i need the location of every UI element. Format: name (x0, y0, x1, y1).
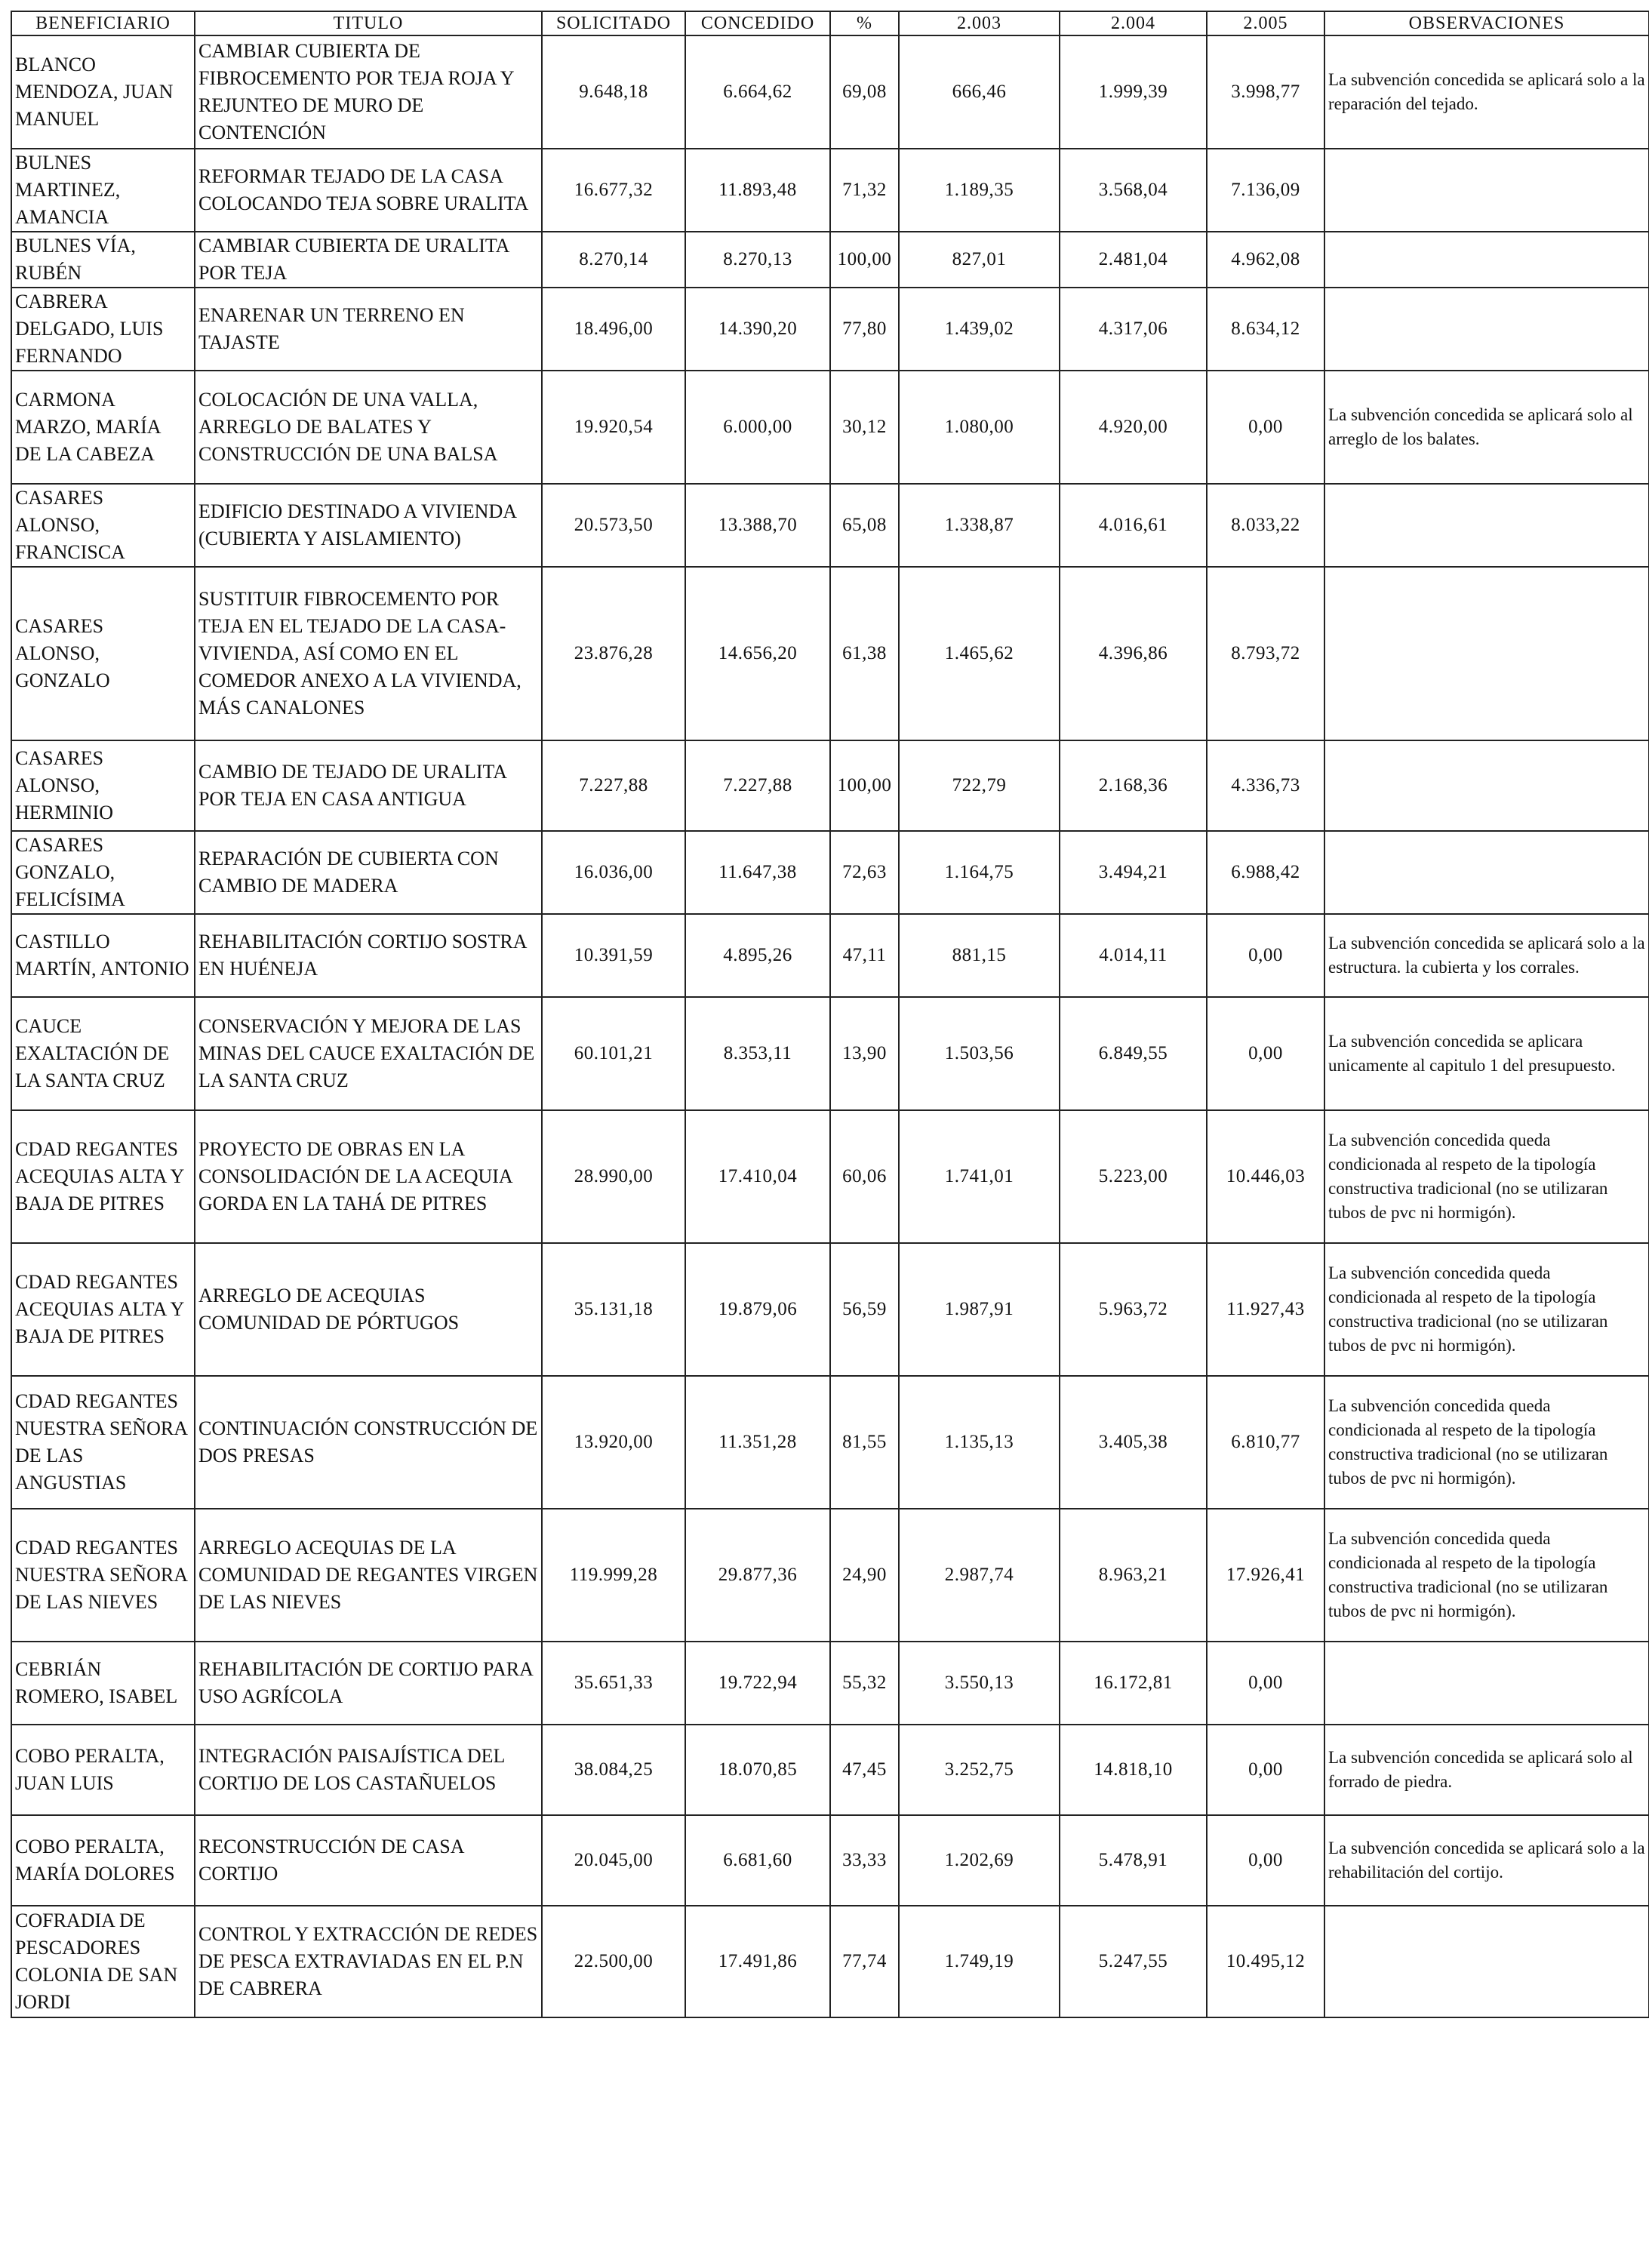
header-beneficiario: BENEFICIARIO (11, 11, 195, 35)
cell-solicitado: 60.101,21 (542, 997, 685, 1110)
cell-concedido: 11.893,48 (685, 149, 830, 232)
cell-concedido: 18.070,85 (685, 1725, 830, 1815)
cell-titulo: ENARENAR UN TERRENO EN TAJASTE (195, 288, 542, 371)
header-2004: 2.004 (1060, 11, 1207, 35)
table-row (11, 914, 1649, 997)
cell-2003: 827,01 (899, 232, 1060, 288)
table-row (11, 484, 1649, 567)
cell-percent: 71,32 (830, 149, 899, 232)
cell-titulo: CONTROL Y EXTRACCIÓN DE REDES DE PESCA EXTRAVIADAS EN EL P.N DE CABRERA (195, 1906, 542, 2017)
cell-percent: 77,80 (830, 288, 899, 371)
cell-2004: 2.481,04 (1060, 232, 1207, 288)
header-2003: 2.003 (899, 11, 1060, 35)
table-row (11, 1243, 1649, 1376)
cell-percent: 56,59 (830, 1243, 899, 1376)
cell-concedido: 29.877,36 (685, 1509, 830, 1642)
cell-2005: 4.336,73 (1207, 740, 1324, 831)
cell-2003: 1.749,19 (899, 1906, 1060, 2017)
header-row (11, 11, 1649, 35)
cell-observaciones: La subvención concedida queda condicionada al respeto de la tipología constructiva tradicional (no se utilizaran tubos de pvc ni hormigón). (1324, 1376, 1649, 1509)
cell-observaciones (1324, 232, 1649, 288)
cell-percent: 77,74 (830, 1906, 899, 2017)
cell-observaciones: La subvención concedida queda condicionada al respeto de la tipología constructiva tradicional (no se utilizaran tubos de pvc ni hormigón). (1324, 1509, 1649, 1642)
cell-2005: 6.988,42 (1207, 831, 1324, 914)
cell-beneficiario: CABRERA DELGADO, LUIS FERNANDO (11, 288, 195, 371)
table-row (11, 149, 1649, 232)
cell-percent: 47,45 (830, 1725, 899, 1815)
cell-beneficiario: CDAD REGANTES NUESTRA SEÑORA DE LAS ANGUSTIAS (11, 1376, 195, 1509)
cell-titulo: CONTINUACIÓN CONSTRUCCIÓN DE DOS PRESAS (195, 1376, 542, 1509)
cell-solicitado: 10.391,59 (542, 914, 685, 997)
cell-percent: 24,90 (830, 1509, 899, 1642)
cell-observaciones (1324, 567, 1649, 740)
cell-percent: 13,90 (830, 997, 899, 1110)
cell-concedido: 17.410,04 (685, 1110, 830, 1243)
cell-2004: 4.016,61 (1060, 484, 1207, 567)
table-row (11, 371, 1649, 484)
cell-titulo: REHABILITACIÓN CORTIJO SOSTRA EN HUÉNEJA (195, 914, 542, 997)
cell-concedido: 11.351,28 (685, 1376, 830, 1509)
cell-beneficiario: BLANCO MENDOZA, JUAN MANUEL (11, 35, 195, 149)
cell-titulo: REFORMAR TEJADO DE LA CASA COLOCANDO TEJA SOBRE URALITA (195, 149, 542, 232)
table-row (11, 997, 1649, 1110)
cell-concedido: 19.722,94 (685, 1642, 830, 1725)
header-concedido: CONCEDIDO (685, 11, 830, 35)
cell-concedido: 8.270,13 (685, 232, 830, 288)
cell-beneficiario: CARMONA MARZO, MARÍA DE LA CABEZA (11, 371, 195, 484)
cell-2005: 10.446,03 (1207, 1110, 1324, 1243)
cell-2004: 4.920,00 (1060, 371, 1207, 484)
table-row (11, 1725, 1649, 1815)
cell-observaciones: La subvención concedida se aplicará solo al arreglo de los balates. (1324, 371, 1649, 484)
cell-2005: 7.136,09 (1207, 149, 1324, 232)
cell-2004: 5.963,72 (1060, 1243, 1207, 1376)
cell-observaciones (1324, 1906, 1649, 2017)
cell-percent: 81,55 (830, 1376, 899, 1509)
cell-beneficiario: BULNES MARTINEZ, AMANCIA (11, 149, 195, 232)
table-row (11, 232, 1649, 288)
cell-2003: 1.202,69 (899, 1815, 1060, 1906)
cell-2005: 0,00 (1207, 1642, 1324, 1725)
cell-2005: 0,00 (1207, 371, 1324, 484)
cell-titulo: CAMBIAR CUBIERTA DE URALITA POR TEJA (195, 232, 542, 288)
header-2005: 2.005 (1207, 11, 1324, 35)
cell-concedido: 14.656,20 (685, 567, 830, 740)
cell-2003: 2.987,74 (899, 1509, 1060, 1642)
cell-observaciones: La subvención concedida queda condicionada al respeto de la tipología constructiva tradicional (no se utilizaran tubos de pvc ni hormigón). (1324, 1243, 1649, 1376)
table-row (11, 740, 1649, 831)
cell-concedido: 8.353,11 (685, 997, 830, 1110)
cell-percent: 65,08 (830, 484, 899, 567)
cell-solicitado: 8.270,14 (542, 232, 685, 288)
cell-2004: 3.494,21 (1060, 831, 1207, 914)
cell-beneficiario: CASARES ALONSO, HERMINIO (11, 740, 195, 831)
cell-2004: 4.396,86 (1060, 567, 1207, 740)
cell-solicitado: 35.131,18 (542, 1243, 685, 1376)
cell-observaciones (1324, 740, 1649, 831)
cell-solicitado: 18.496,00 (542, 288, 685, 371)
cell-2004: 6.849,55 (1060, 997, 1207, 1110)
cell-titulo: INTEGRACIÓN PAISAJÍSTICA DEL CORTIJO DE LOS CASTAÑUELOS (195, 1725, 542, 1815)
cell-concedido: 6.664,62 (685, 35, 830, 149)
cell-percent: 47,11 (830, 914, 899, 997)
cell-2003: 3.550,13 (899, 1642, 1060, 1725)
cell-2003: 1.465,62 (899, 567, 1060, 740)
cell-solicitado: 9.648,18 (542, 35, 685, 149)
cell-2004: 1.999,39 (1060, 35, 1207, 149)
cell-2005: 0,00 (1207, 997, 1324, 1110)
cell-percent: 100,00 (830, 232, 899, 288)
cell-beneficiario: CAUCE EXALTACIÓN DE LA SANTA CRUZ (11, 997, 195, 1110)
cell-beneficiario: BULNES VÍA, RUBÉN (11, 232, 195, 288)
cell-2004: 3.568,04 (1060, 149, 1207, 232)
cell-2004: 4.317,06 (1060, 288, 1207, 371)
cell-solicitado: 23.876,28 (542, 567, 685, 740)
cell-2005: 8.033,22 (1207, 484, 1324, 567)
cell-beneficiario: CDAD REGANTES NUESTRA SEÑORA DE LAS NIEVES (11, 1509, 195, 1642)
cell-2004: 5.247,55 (1060, 1906, 1207, 2017)
cell-beneficiario: CEBRIÁN ROMERO, ISABEL (11, 1642, 195, 1725)
cell-solicitado: 16.036,00 (542, 831, 685, 914)
subsidy-table (11, 11, 1649, 2018)
cell-observaciones: La subvención concedida se aplicará solo a la rehabilitación del cortijo. (1324, 1815, 1649, 1906)
cell-percent: 69,08 (830, 35, 899, 149)
cell-beneficiario: COFRADIA DE PESCADORES COLONIA DE SAN JORDI (11, 1906, 195, 2017)
header-observaciones: OBSERVACIONES (1324, 11, 1649, 35)
cell-2003: 1.080,00 (899, 371, 1060, 484)
cell-beneficiario: COBO PERALTA, JUAN LUIS (11, 1725, 195, 1815)
cell-2005: 8.793,72 (1207, 567, 1324, 740)
cell-concedido: 6.681,60 (685, 1815, 830, 1906)
cell-solicitado: 19.920,54 (542, 371, 685, 484)
cell-percent: 55,32 (830, 1642, 899, 1725)
cell-2005: 0,00 (1207, 1725, 1324, 1815)
cell-concedido: 13.388,70 (685, 484, 830, 567)
cell-observaciones: La subvención concedida se aplicará solo a la reparación del tejado. (1324, 35, 1649, 149)
cell-titulo: REHABILITACIÓN DE CORTIJO PARA USO AGRÍCOLA (195, 1642, 542, 1725)
cell-2004: 4.014,11 (1060, 914, 1207, 997)
cell-2005: 4.962,08 (1207, 232, 1324, 288)
cell-solicitado: 38.084,25 (542, 1725, 685, 1815)
cell-2005: 8.634,12 (1207, 288, 1324, 371)
cell-solicitado: 22.500,00 (542, 1906, 685, 2017)
cell-titulo: CONSERVACIÓN Y MEJORA DE LAS MINAS DEL CAUCE EXALTACIÓN DE LA SANTA CRUZ (195, 997, 542, 1110)
cell-titulo: PROYECTO DE OBRAS EN LA CONSOLIDACIÓN DE LA ACEQUIA GORDA EN LA TAHÁ DE PITRES (195, 1110, 542, 1243)
cell-solicitado: 119.999,28 (542, 1509, 685, 1642)
cell-2004: 14.818,10 (1060, 1725, 1207, 1815)
cell-2004: 8.963,21 (1060, 1509, 1207, 1642)
cell-observaciones (1324, 831, 1649, 914)
cell-beneficiario: CASARES ALONSO, FRANCISCA (11, 484, 195, 567)
document-page (11, 11, 1648, 2018)
cell-observaciones (1324, 484, 1649, 567)
cell-concedido: 4.895,26 (685, 914, 830, 997)
cell-percent: 100,00 (830, 740, 899, 831)
cell-2004: 3.405,38 (1060, 1376, 1207, 1509)
table-row (11, 1815, 1649, 1906)
cell-2005: 11.927,43 (1207, 1243, 1324, 1376)
cell-concedido: 6.000,00 (685, 371, 830, 484)
cell-2003: 1.189,35 (899, 149, 1060, 232)
cell-observaciones (1324, 288, 1649, 371)
cell-2005: 10.495,12 (1207, 1906, 1324, 2017)
cell-titulo: RECONSTRUCCIÓN DE CASA CORTIJO (195, 1815, 542, 1906)
cell-2003: 3.252,75 (899, 1725, 1060, 1815)
cell-concedido: 14.390,20 (685, 288, 830, 371)
cell-2005: 0,00 (1207, 914, 1324, 997)
table-row (11, 1642, 1649, 1725)
cell-2004: 5.478,91 (1060, 1815, 1207, 1906)
cell-2005: 17.926,41 (1207, 1509, 1324, 1642)
cell-solicitado: 35.651,33 (542, 1642, 685, 1725)
header-titulo: TITULO (195, 11, 542, 35)
cell-2003: 1.164,75 (899, 831, 1060, 914)
cell-2005: 0,00 (1207, 1815, 1324, 1906)
cell-percent: 60,06 (830, 1110, 899, 1243)
cell-2004: 2.168,36 (1060, 740, 1207, 831)
table-row (11, 1376, 1649, 1509)
cell-titulo: CAMBIAR CUBIERTA DE FIBROCEMENTO POR TEJA ROJA Y REJUNTEO DE MURO DE CONTENCIÓN (195, 35, 542, 149)
cell-2003: 1.987,91 (899, 1243, 1060, 1376)
cell-solicitado: 13.920,00 (542, 1376, 685, 1509)
table-row (11, 1906, 1649, 2017)
cell-beneficiario: CASARES GONZALO, FELICÍSIMA (11, 831, 195, 914)
cell-2003: 1.503,56 (899, 997, 1060, 1110)
table-row (11, 831, 1649, 914)
cell-2005: 3.998,77 (1207, 35, 1324, 149)
cell-2004: 5.223,00 (1060, 1110, 1207, 1243)
cell-2003: 666,46 (899, 35, 1060, 149)
cell-2005: 6.810,77 (1207, 1376, 1324, 1509)
cell-solicitado: 20.045,00 (542, 1815, 685, 1906)
table-row (11, 1110, 1649, 1243)
cell-concedido: 7.227,88 (685, 740, 830, 831)
cell-titulo: EDIFICIO DESTINADO A VIVIENDA (CUBIERTA Y AISLAMIENTO) (195, 484, 542, 567)
cell-beneficiario: CDAD REGANTES ACEQUIAS ALTA Y BAJA DE PITRES (11, 1110, 195, 1243)
cell-beneficiario: COBO PERALTA, MARÍA DOLORES (11, 1815, 195, 1906)
cell-solicitado: 16.677,32 (542, 149, 685, 232)
cell-beneficiario: CDAD REGANTES ACEQUIAS ALTA Y BAJA DE PITRES (11, 1243, 195, 1376)
cell-2003: 1.439,02 (899, 288, 1060, 371)
cell-concedido: 11.647,38 (685, 831, 830, 914)
cell-titulo: ARREGLO DE ACEQUIAS COMUNIDAD DE PÓRTUGOS (195, 1243, 542, 1376)
cell-titulo: COLOCACIÓN DE UNA VALLA, ARREGLO DE BALATES Y CONSTRUCCIÓN DE UNA BALSA (195, 371, 542, 484)
cell-beneficiario: CASTILLO MARTÍN, ANTONIO (11, 914, 195, 997)
cell-observaciones (1324, 1642, 1649, 1725)
table-row (11, 288, 1649, 371)
cell-percent: 72,63 (830, 831, 899, 914)
cell-beneficiario: CASARES ALONSO, GONZALO (11, 567, 195, 740)
table-body (11, 35, 1649, 2017)
cell-concedido: 19.879,06 (685, 1243, 830, 1376)
cell-2003: 1.338,87 (899, 484, 1060, 567)
cell-titulo: CAMBIO DE TEJADO DE URALITA POR TEJA EN CASA ANTIGUA (195, 740, 542, 831)
cell-solicitado: 28.990,00 (542, 1110, 685, 1243)
cell-solicitado: 7.227,88 (542, 740, 685, 831)
cell-observaciones: La subvención concedida se aplicará solo al forrado de piedra. (1324, 1725, 1649, 1815)
cell-2003: 1.135,13 (899, 1376, 1060, 1509)
cell-observaciones: La subvención concedida se aplicara unicamente al capitulo 1 del presupuesto. (1324, 997, 1649, 1110)
header-solicitado: SOLICITADO (542, 11, 685, 35)
cell-titulo: ARREGLO ACEQUIAS DE LA COMUNIDAD DE REGANTES VIRGEN DE LAS NIEVES (195, 1509, 542, 1642)
cell-2003: 722,79 (899, 740, 1060, 831)
cell-titulo: REPARACIÓN DE CUBIERTA CON CAMBIO DE MADERA (195, 831, 542, 914)
cell-solicitado: 20.573,50 (542, 484, 685, 567)
cell-percent: 33,33 (830, 1815, 899, 1906)
cell-2003: 1.741,01 (899, 1110, 1060, 1243)
table-row (11, 567, 1649, 740)
cell-percent: 30,12 (830, 371, 899, 484)
header-percent: % (830, 11, 899, 35)
cell-2004: 16.172,81 (1060, 1642, 1207, 1725)
cell-observaciones: La subvención concedida queda condicionada al respeto de la tipología constructiva tradicional (no se utilizaran tubos de pvc ni hormigón). (1324, 1110, 1649, 1243)
cell-2003: 881,15 (899, 914, 1060, 997)
cell-titulo: SUSTITUIR FIBROCEMENTO POR TEJA EN EL TEJADO DE LA CASA-VIVIENDA, ASÍ COMO EN EL COMEDOR ANEXO A LA VIVIENDA, MÁS CANALONES (195, 567, 542, 740)
cell-observaciones (1324, 149, 1649, 232)
table-row (11, 1509, 1649, 1642)
cell-concedido: 17.491,86 (685, 1906, 830, 2017)
cell-observaciones: La subvención concedida se aplicará solo a la estructura. la cubierta y los corrales. (1324, 914, 1649, 997)
cell-percent: 61,38 (830, 567, 899, 740)
table-row (11, 35, 1649, 149)
